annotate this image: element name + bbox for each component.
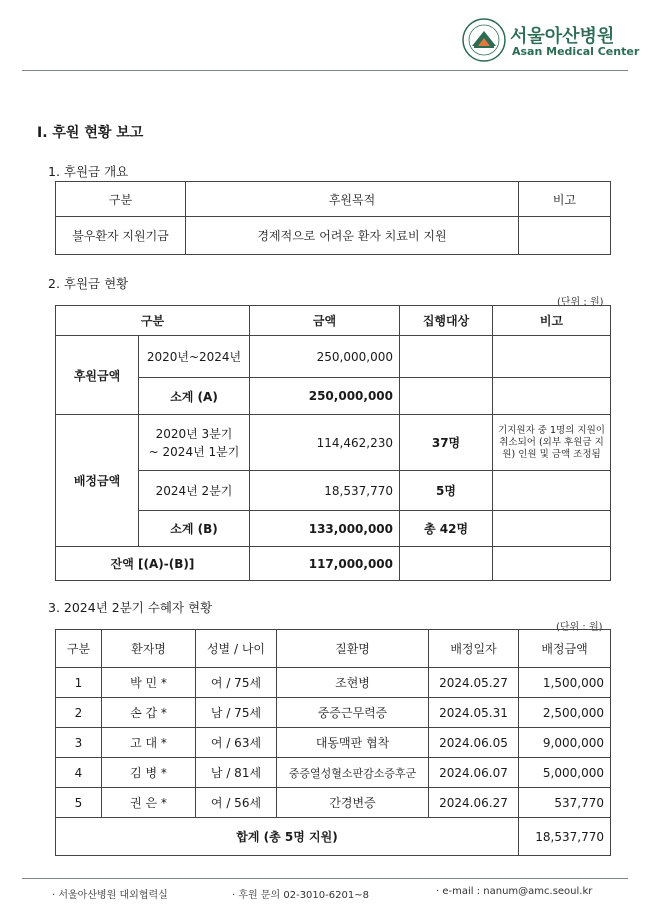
th-amount: 배정금액 [519, 630, 611, 668]
th-remarks: 비고 [493, 306, 611, 336]
donation-target [400, 336, 493, 378]
subtotal-a-amount: 250,000,000 [250, 378, 400, 415]
cell-name: 권 은 * [102, 788, 196, 818]
cell-sex-age: 여 / 63세 [196, 728, 277, 758]
table-header-row [56, 306, 611, 336]
balance-label: 잔액 [(A)-(B)] [56, 547, 250, 581]
alloc-period-1-line2: ~ 2024년 1분기 [148, 444, 240, 459]
section-title: Ⅰ. 후원 현황 보고 [37, 125, 144, 141]
th-target: 집행대상 [400, 306, 493, 336]
table-row [56, 415, 611, 471]
th-purpose: 후원목적 [186, 182, 519, 217]
table-row [56, 471, 611, 511]
cell-name: 고 대 * [102, 728, 196, 758]
cell-no: 3 [56, 728, 102, 758]
s2-unit: (단위 : 원) [557, 297, 604, 308]
subtotal-a-label: 소계 (A) [139, 378, 250, 415]
donation-period: 2020년~2024년 [139, 336, 250, 378]
cell-date: 2024.05.31 [429, 698, 519, 728]
footer-phone: · 후원 문의 02-3010-6201~8 [232, 890, 369, 901]
cell-purpose: 경제적으로 어려운 환자 치료비 지원 [186, 217, 519, 255]
table-row [56, 378, 611, 415]
cell-name: 손 갑 * [102, 698, 196, 728]
th-date: 배정일자 [429, 630, 519, 668]
cell-amount: 1,500,000 [519, 668, 611, 698]
overview-table [55, 181, 611, 255]
alloc-amount-1: 114,462,230 [250, 415, 400, 471]
subtotal-b-label: 소계 (B) [139, 511, 250, 547]
alloc-remarks-2 [493, 471, 611, 511]
s1-title: 1. 후원금 개요 [48, 164, 129, 179]
subtotal-a-target [400, 378, 493, 415]
th-disease: 질환명 [277, 630, 429, 668]
th-category: 구분 [56, 306, 250, 336]
cell-disease: 간경변증 [277, 788, 429, 818]
s3-unit: (단위 : 원) [556, 622, 603, 633]
th-category: 구분 [56, 182, 186, 217]
table-row [56, 668, 611, 698]
donation-label: 후원금액 [56, 336, 139, 415]
cell-no: 5 [56, 788, 102, 818]
s3-title: 3. 2024년 2분기 수혜자 현황 [48, 600, 213, 615]
balance-amount: 117,000,000 [250, 547, 400, 581]
table-row [56, 336, 611, 378]
hospital-name-ko: 서울아산병원 [510, 26, 615, 47]
cell-amount: 5,000,000 [519, 758, 611, 788]
th-remarks: 비고 [519, 182, 611, 217]
total-label: 합계 (총 5명 지원) [56, 818, 519, 856]
cell-amount: 9,000,000 [519, 728, 611, 758]
cell-date: 2024.06.07 [429, 758, 519, 788]
cell-amount: 2,500,000 [519, 698, 611, 728]
alloc-period-1 [139, 415, 250, 471]
cell-disease: 대동맥판 협착 [277, 728, 429, 758]
cell-no: 1 [56, 668, 102, 698]
table-row [56, 698, 611, 728]
table-row [56, 511, 611, 547]
footer-email: · e-mail : nanum@amc.seoul.kr [436, 886, 593, 897]
alloc-period-2: 2024년 2분기 [139, 471, 250, 511]
subtotal-a-remarks [493, 378, 611, 415]
page-header [0, 0, 648, 72]
th-sex-age: 성별 / 나이 [196, 630, 277, 668]
cell-name: 김 병 * [102, 758, 196, 788]
alloc-amount-2: 18,537,770 [250, 471, 400, 511]
beneficiaries-table [55, 629, 611, 856]
balance-target [400, 547, 493, 581]
alloc-period-1-line1: 2020년 3분기 [155, 426, 233, 441]
th-patient-name: 환자명 [102, 630, 196, 668]
table-row [56, 758, 611, 788]
hospital-name-en: Asan Medical Center [512, 45, 640, 58]
cell-category: 불우환자 지원기금 [56, 217, 186, 255]
cell-date: 2024.05.27 [429, 668, 519, 698]
table-header-row [56, 182, 611, 217]
subtotal-b-remarks [493, 511, 611, 547]
cell-date: 2024.06.05 [429, 728, 519, 758]
cell-disease: 조현병 [277, 668, 429, 698]
table-row [56, 547, 611, 581]
cell-sex-age: 남 / 75세 [196, 698, 277, 728]
table-row [56, 788, 611, 818]
alloc-note-1: 기지원자 중 1명의 지원이 취소되어 (외부 후원금 지원) 인원 및 금액 조정됨 [493, 415, 611, 471]
total-row [56, 818, 611, 856]
total-amount: 18,537,770 [519, 818, 611, 856]
alloc-target-2: 5명 [400, 471, 493, 511]
table-header-row [56, 630, 611, 668]
subtotal-b-amount: 133,000,000 [250, 511, 400, 547]
cell-date: 2024.06.27 [429, 788, 519, 818]
s2-title: 2. 후원금 현황 [48, 276, 129, 291]
alloc-target-1: 37명 [400, 415, 493, 471]
cell-disease: 중증열성혈소판감소증후군 [277, 758, 429, 788]
donation-remarks [493, 336, 611, 378]
footer-dept: · 서울아산병원 대외협력실 [52, 890, 168, 901]
cell-remarks [519, 217, 611, 255]
footer-divider [22, 878, 628, 879]
cell-amount: 537,770 [519, 788, 611, 818]
asan-foundation-emblem-icon [462, 18, 506, 62]
cell-sex-age: 남 / 81세 [196, 758, 277, 788]
table-row [56, 728, 611, 758]
cell-name: 박 민 * [102, 668, 196, 698]
cell-sex-age: 여 / 56세 [196, 788, 277, 818]
cell-no: 2 [56, 698, 102, 728]
donation-amount: 250,000,000 [250, 336, 400, 378]
subtotal-b-target: 총 42명 [400, 511, 493, 547]
th-no: 구분 [56, 630, 102, 668]
donation-status-table [55, 305, 611, 581]
cell-disease: 중증근무력증 [277, 698, 429, 728]
balance-remarks [493, 547, 611, 581]
cell-sex-age: 여 / 75세 [196, 668, 277, 698]
allocation-label: 배정금액 [56, 415, 139, 547]
cell-no: 4 [56, 758, 102, 788]
table-row [56, 217, 611, 255]
header-divider [22, 70, 628, 71]
th-amount: 금액 [250, 306, 400, 336]
